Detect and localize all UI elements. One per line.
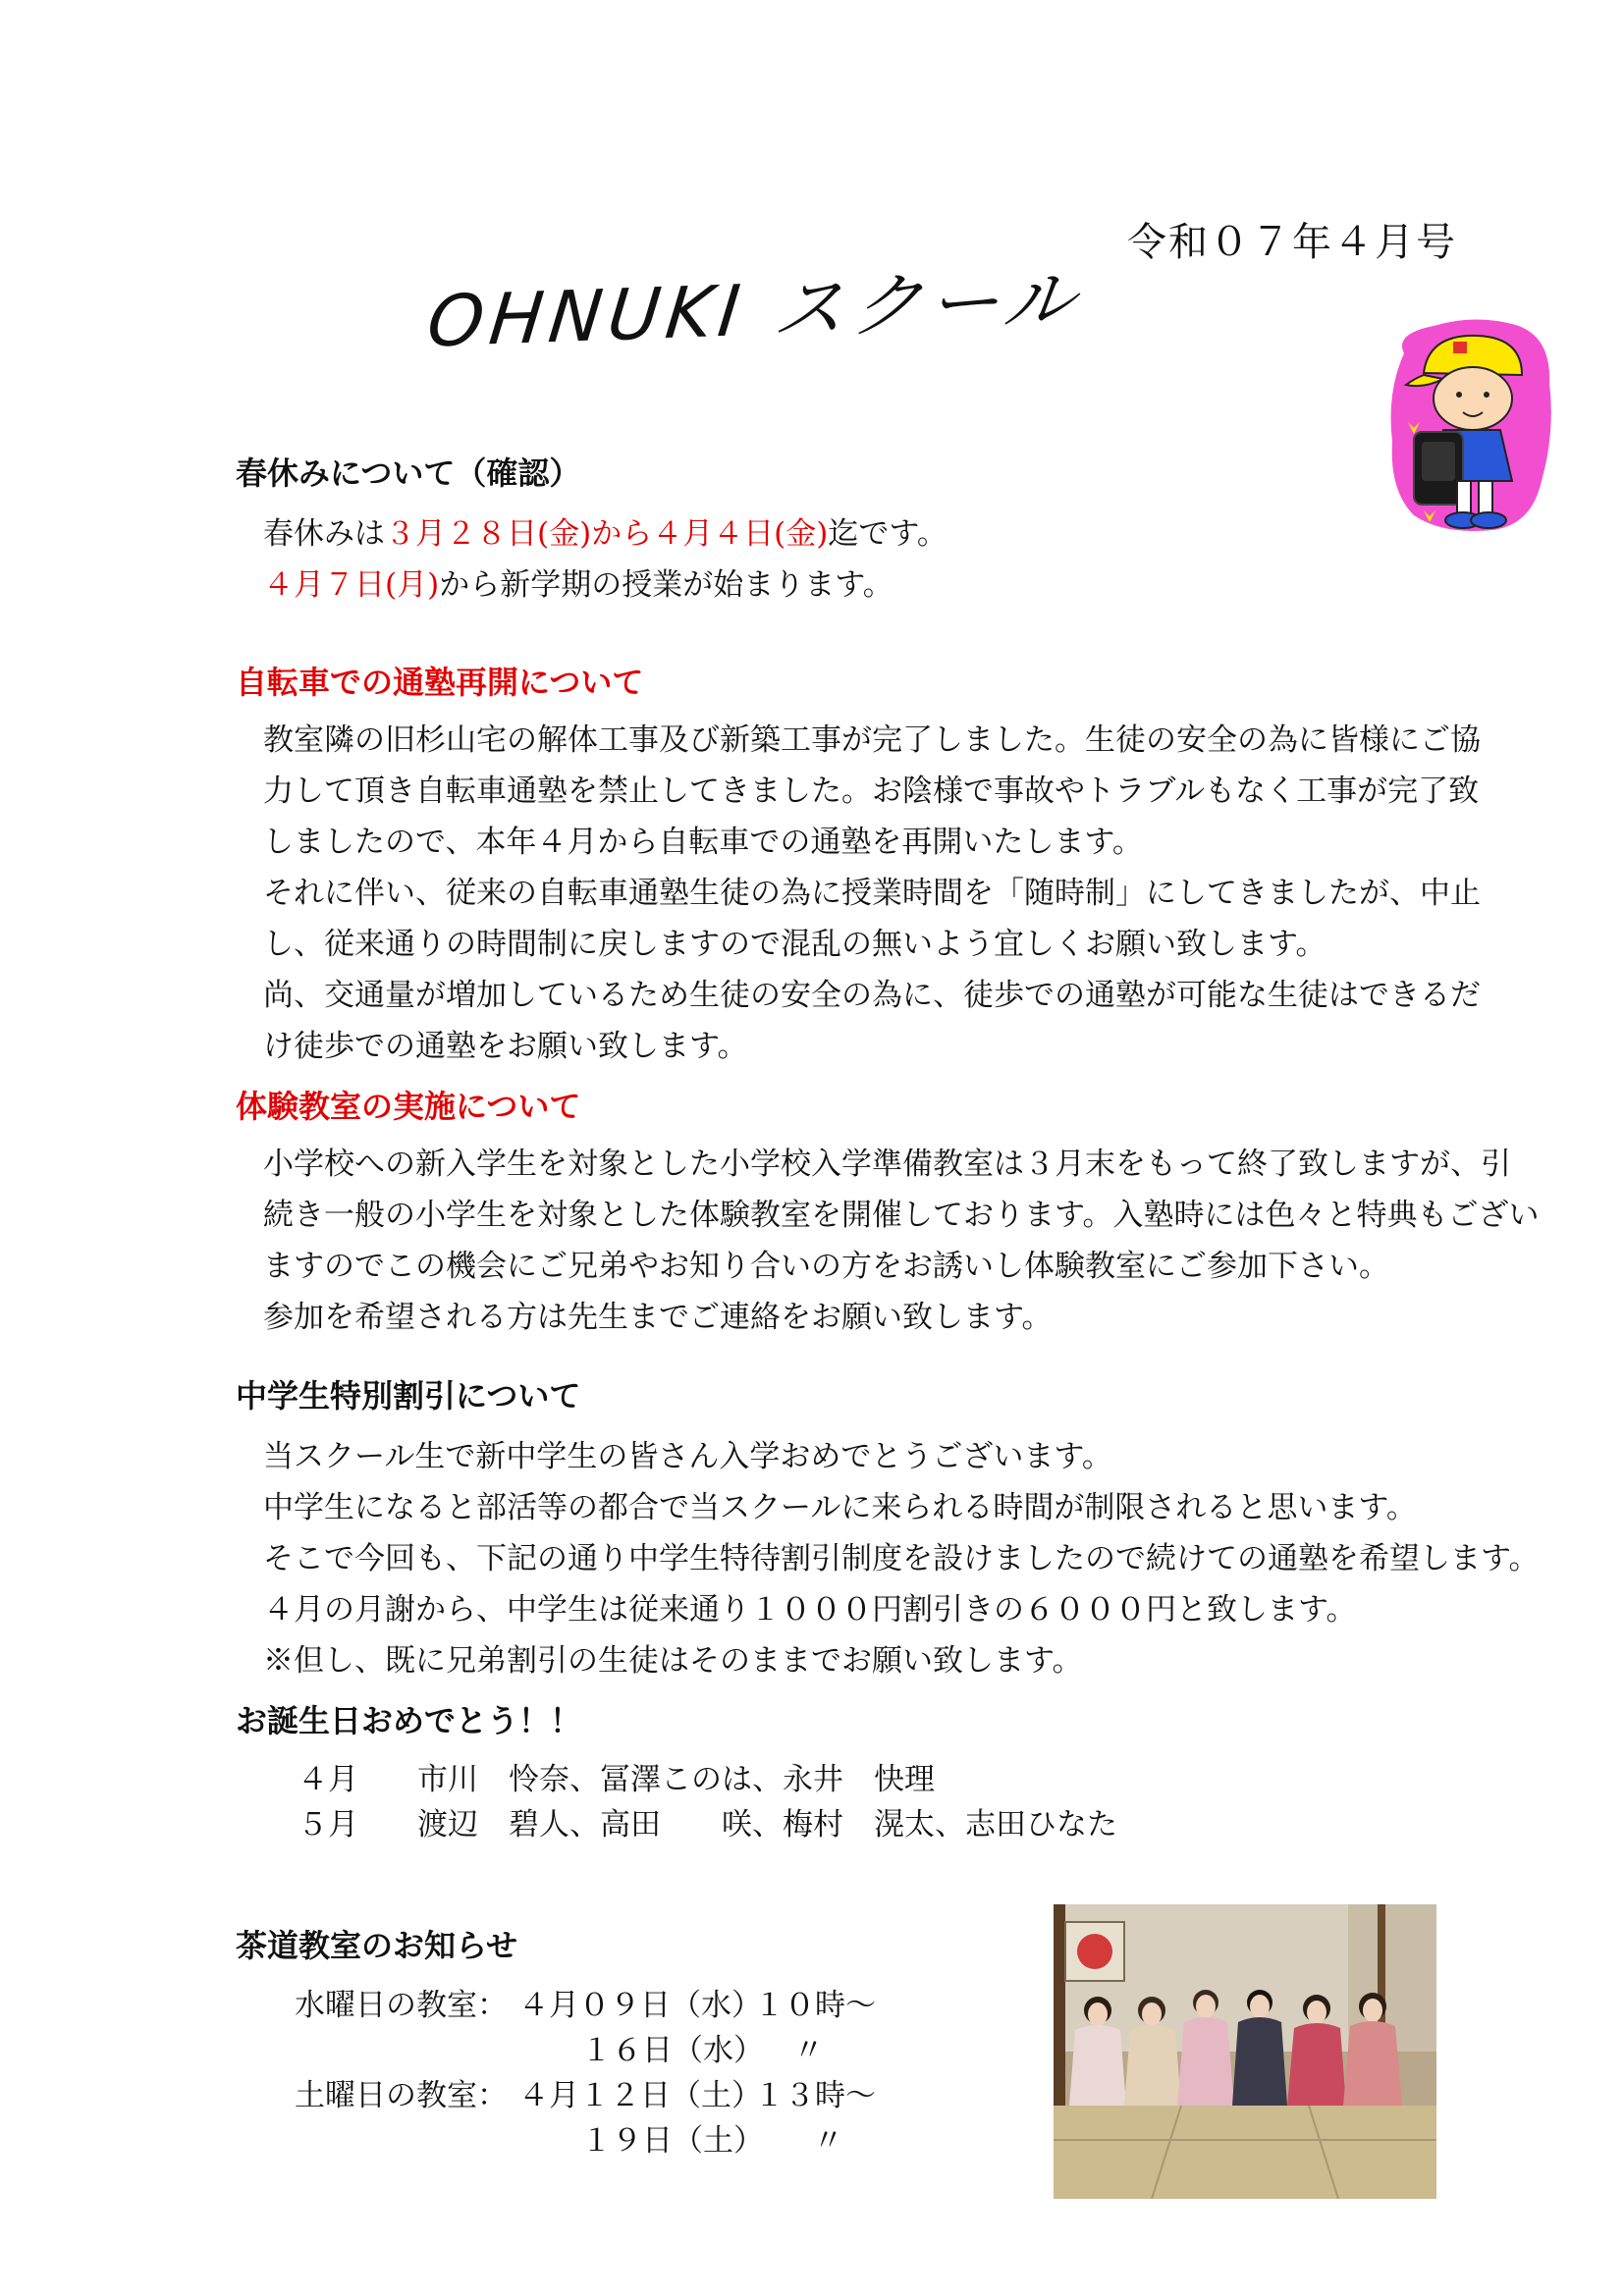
section-title-trial: 体験教室の実施について — [236, 1088, 581, 1125]
paragraph-line: 教室隣の旧杉山宅の解体工事及び新築工事が完了しました。生徒の安全の為に皆様にご協 — [263, 722, 1481, 758]
tea-time: １３時～ — [754, 2078, 876, 2113]
paragraph-line: 小学校への新入学生を対象とした小学校入学準備教室は３月末をもって終了致しますが、引 — [263, 1147, 1511, 1182]
tea-time: 〃 — [813, 2123, 843, 2159]
paragraph-line: それに伴い、従来の自転車通塾生徒の為に授業時間を「随時制」にしてきましたが、中止 — [263, 876, 1481, 911]
paragraph-line: し、従来通りの時間制に戻しますので混乱の無いよう宜しくお願い致します。 — [263, 927, 1326, 962]
birthday-row — [298, 1757, 1117, 1802]
section-title-discount: 中学生特別割引について — [236, 1377, 581, 1415]
section-title-spring: 春休みについて（確認） — [236, 454, 581, 492]
section-title-tea: 茶道教室のお知らせ — [236, 1927, 518, 1964]
tea-schedule — [295, 1983, 876, 2163]
spring-text: 迄です。 — [828, 516, 947, 552]
paragraph-line: け徒歩での通塾をお願い致します。 — [263, 1029, 748, 1064]
tea-date: ４月１２日（土） — [518, 2078, 762, 2113]
spring-text: 春休みは — [263, 516, 385, 552]
bicycle-body — [263, 715, 1559, 1072]
birthday-row — [298, 1802, 1117, 1847]
birthday-names: 市川 怜奈、冨澤このは、永井 快理 — [417, 1762, 935, 1797]
paragraph-line: 中学生になると部活等の都合で当スクールに来られる時間が制限されると思います。 — [263, 1490, 1417, 1525]
spring-dates: ３月２８日(金)から４月４日(金) — [385, 516, 829, 552]
term-start-text: から新学期の授業が始まります。 — [439, 567, 893, 603]
tea-row-sat-2 — [295, 2118, 876, 2163]
tea-label: 水曜日の教室： — [295, 1988, 508, 2023]
section-title-bicycle: 自転車での通塾再開について — [236, 664, 644, 701]
issue-date: 令和０７年４月号 — [1127, 220, 1457, 265]
tea-time: １０時～ — [754, 1988, 876, 2023]
birthday-month: ４月 — [298, 1762, 358, 1797]
tea-row-wed-2 — [295, 2028, 876, 2073]
tea-row-sat — [295, 2073, 876, 2118]
tea-date: １６日（水） — [581, 2033, 764, 2068]
discount-body — [263, 1431, 1559, 1686]
paragraph-line: 当スクール生で新中学生の皆さん入学おめでとうございます。 — [263, 1439, 1112, 1474]
birthday-month: ５月 — [298, 1807, 358, 1842]
paragraph-line: そこで今回も、下記の通り中学生特待割引制度を設けましたので続けての通塾を希望します。 — [263, 1541, 1540, 1576]
paragraph-line: しましたので、本年４月から自転車での通塾を再開いたします。 — [263, 825, 1143, 860]
birthday-list — [298, 1757, 1117, 1847]
paragraph-line: 尚、交通量が増加しているため生徒の安全の為に、徒歩での通塾が可能な生徒はできるだ — [263, 978, 1481, 1013]
term-start-date: ４月７日(月) — [263, 567, 440, 603]
tea-time: 〃 — [793, 2033, 824, 2068]
paragraph-line: ますのでこの機会にご兄弟やお知り合いの方をお誘いし体験教室にご参加下さい。 — [263, 1249, 1389, 1284]
paragraph-line: ４月の月謝から、中学生は従来通り１０００円割引きの６０００円と致します。 — [263, 1592, 1357, 1628]
tea-date: ４月０９日（水） — [518, 1988, 762, 2023]
tea-label: 土曜日の教室： — [295, 2078, 508, 2113]
paragraph-line: 続き一般の小学生を対象とした体験教室を開催しております。入塾時には色々と特典もござい — [263, 1198, 1540, 1233]
paragraph-line: ※但し、既に兄弟割引の生徒はそのままでお願い致します。 — [263, 1643, 1083, 1679]
spring-body — [263, 508, 1559, 611]
trial-body — [263, 1139, 1559, 1343]
paragraph-line: 参加を希望される方は先生までご連絡をお願い致します。 — [263, 1300, 1053, 1335]
tea-class-photo — [1054, 1904, 1436, 2199]
paragraph-line: 力して頂き自転車通塾を禁止してきました。お陰様で事故やトラブルもなく工事が完了致 — [263, 774, 1480, 809]
tea-date: １９日（土） — [581, 2123, 764, 2159]
birthday-names: 渡辺 碧人、高田 咲、梅村 滉太、志田ひなた — [417, 1807, 1117, 1842]
school-logo: OHNUKI スクール — [423, 257, 1085, 363]
tea-row-wed — [295, 1983, 876, 2028]
section-title-birthday: お誕生日おめでとう！！ — [236, 1702, 582, 1739]
